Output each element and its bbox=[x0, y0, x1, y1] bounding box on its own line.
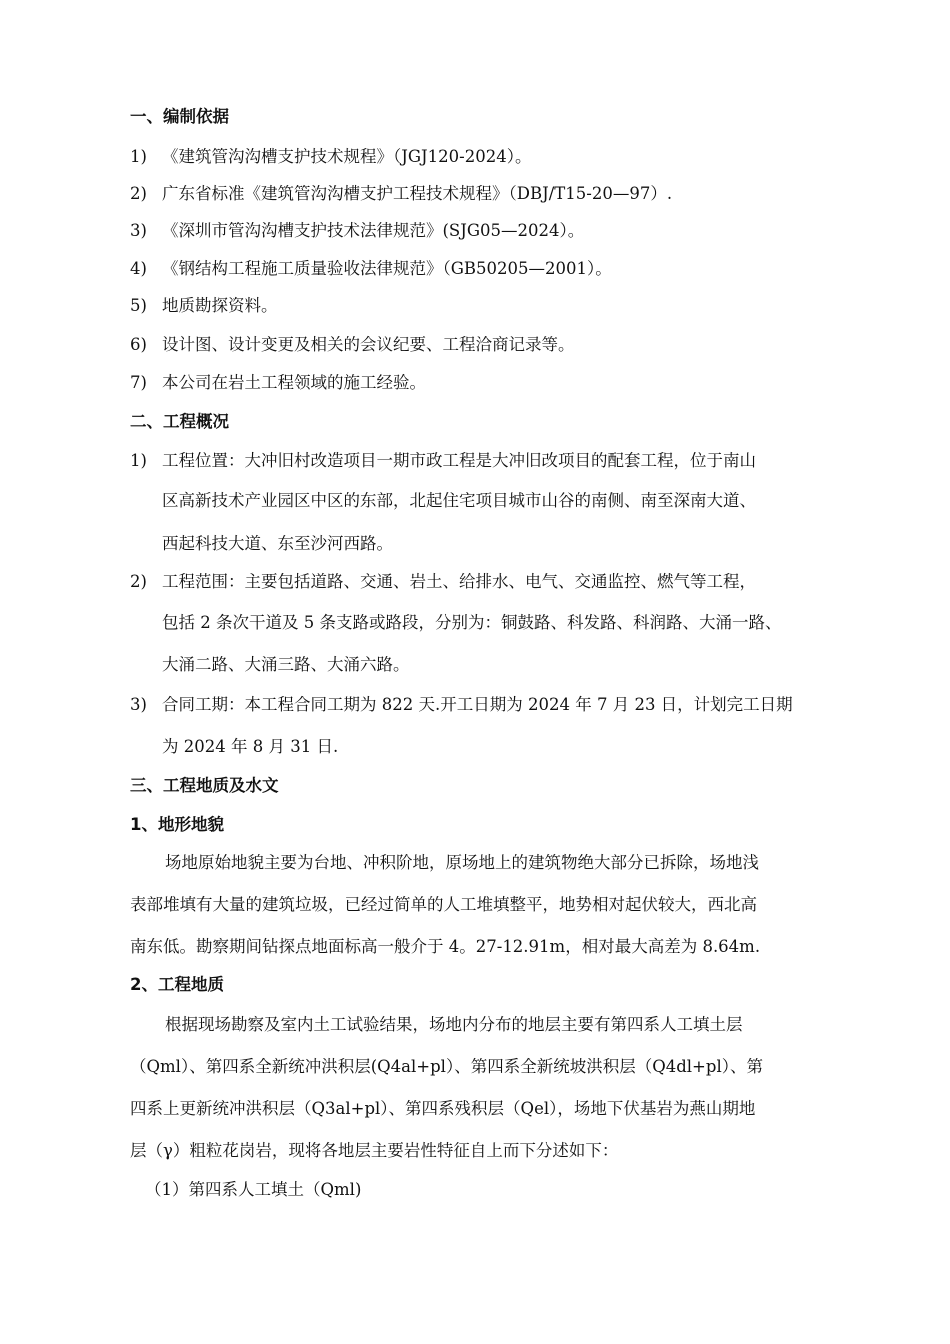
item-text-line: 包括 2 条次干道及 5 条支路或路段，分别为：铜鼓路、科发路、科润路、大涌一路、 bbox=[162, 613, 782, 632]
subsection-2-title: 2、工程地质 bbox=[130, 975, 224, 994]
paragraph-line: 表部堆填有大量的建筑垃圾，已经过简单的人工堆填整平，地势相对起伏较大，西北高 bbox=[130, 895, 757, 914]
item-number: 1) bbox=[130, 451, 147, 470]
item-text: 广东省标准《建筑管沟沟槽支护工程技术规程》（DBJ/T15-20—97）. bbox=[162, 184, 673, 203]
item-text-line: 合同工期：本工程合同工期为 822 天.开工日期为 2024 年 7 月 23 日，计划完工日期 bbox=[162, 695, 793, 714]
item-text: 设计图、设计变更及相关的会议纪要、工程洽商记录等。 bbox=[162, 335, 575, 354]
item-number: 3) bbox=[130, 695, 147, 714]
item-number: 7) bbox=[130, 373, 147, 392]
item-text: 《建筑管沟沟槽支护技术规程》（JGJ120-2024）。 bbox=[162, 147, 532, 166]
item-text-line: 西起科技大道、东至沙河西路。 bbox=[162, 534, 393, 553]
item-number: 5) bbox=[130, 296, 147, 315]
paragraph-line: 四系上更新统冲洪积层（Q3al+pl）、第四系残积层（Qel），场地下伏基岩为燕山期地 bbox=[130, 1099, 756, 1118]
item-text: 本公司在岩土工程领域的施工经验。 bbox=[162, 373, 426, 392]
item-number: 3) bbox=[130, 221, 147, 240]
item-text-line: 工程位置：大冲旧村改造项目一期市政工程是大冲旧改项目的配套工程，位于南山 bbox=[162, 451, 756, 470]
subitem-title: （1）第四系人工填土（Qml) bbox=[145, 1180, 362, 1199]
item-number: 1) bbox=[130, 147, 147, 166]
item-number: 2) bbox=[130, 572, 147, 591]
item-text: 地质勘探资料。 bbox=[162, 296, 278, 315]
item-text-line: 为 2024 年 8 月 31 日. bbox=[162, 737, 339, 756]
subsection-1-title: 1、地形地貌 bbox=[130, 815, 224, 834]
paragraph-line: 南东低。勘察期间钻探点地面标高一般介于 4。27-12.91m，相对最大高差为 8.64m. bbox=[130, 937, 761, 956]
section-1-title: 一、编制依据 bbox=[130, 107, 229, 126]
item-number: 6) bbox=[130, 335, 147, 354]
item-number: 2) bbox=[130, 184, 147, 203]
item-number: 4) bbox=[130, 259, 147, 278]
section-2-title: 二、工程概况 bbox=[130, 412, 229, 431]
item-text-line: 工程范围：主要包括道路、交通、岩土、给排水、电气、交通监控、燃气等工程， bbox=[162, 572, 756, 591]
item-text-line: 区高新技术产业园区中区的东部，北起住宅项目城市山谷的南侧、南至深南大道、 bbox=[162, 491, 756, 510]
item-text-line: 大涌二路、大涌三路、大涌六路。 bbox=[162, 655, 410, 674]
item-text: 《钢结构工程施工质量验收法律规范》（GB50205—2001）。 bbox=[162, 259, 612, 278]
paragraph-line: （Qml）、第四系全新统冲洪积层(Q4al+pl）、第四系全新统坡洪积层（Q4dl+pl）、第 bbox=[130, 1057, 763, 1076]
paragraph-line: 场地原始地貌主要为台地、冲积阶地，原场地上的建筑物绝大部分已拆除，场地浅 bbox=[165, 853, 759, 872]
paragraph-line: 根据现场勘察及室内土工试验结果，场地内分布的地层主要有第四系人工填土层 bbox=[165, 1015, 743, 1034]
item-text: 《深圳市管沟沟槽支护技术法律规范》(SJG05—2024）。 bbox=[162, 221, 585, 240]
section-3-title: 三、工程地质及水文 bbox=[130, 776, 279, 795]
paragraph-line: 层（γ）粗粒花岗岩，现将各地层主要岩性特征自上而下分述如下： bbox=[130, 1141, 619, 1160]
